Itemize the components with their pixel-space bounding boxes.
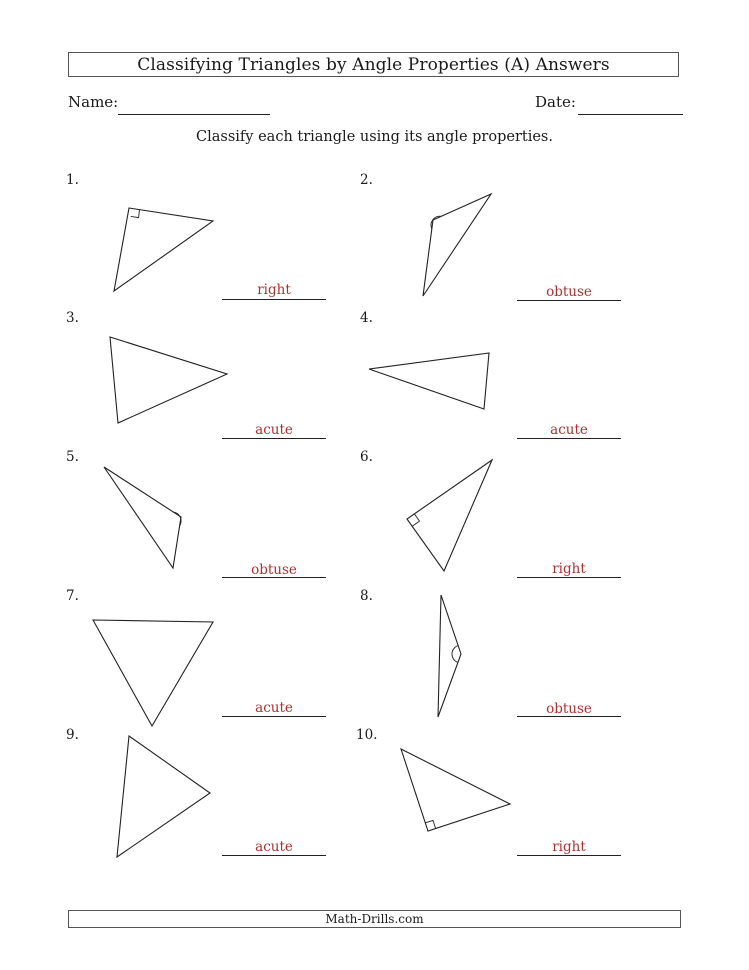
problem-number: 10. xyxy=(356,727,378,743)
problem-6 xyxy=(360,449,660,587)
triangle-shape xyxy=(93,620,213,726)
date-label: Date: xyxy=(535,93,576,111)
answer-line[interactable] xyxy=(222,855,326,856)
problem-3 xyxy=(66,310,366,448)
answer-text: right xyxy=(257,282,291,298)
answer-text: acute xyxy=(255,839,293,855)
answer-text: right xyxy=(552,561,586,577)
worksheet-title: Classifying Triangles by Angle Properties (A) Answers xyxy=(68,52,679,77)
right-angle-marker xyxy=(131,210,140,218)
footer-credit: Math-Drills.com xyxy=(68,910,681,928)
answer-line[interactable] xyxy=(222,577,326,578)
date-field-line[interactable] xyxy=(578,114,683,115)
problem-number: 8. xyxy=(360,588,373,604)
problem-10 xyxy=(356,727,656,865)
problem-5 xyxy=(66,449,366,587)
problem-number: 2. xyxy=(360,172,373,188)
right-angle-marker xyxy=(412,514,419,526)
answer-text: right xyxy=(552,839,586,855)
answer-line[interactable] xyxy=(222,716,326,717)
answer-line[interactable] xyxy=(517,577,621,578)
problem-number: 4. xyxy=(360,310,373,326)
problem-1 xyxy=(66,172,366,310)
triangle-shape xyxy=(401,749,510,831)
name-label: Name: xyxy=(68,93,119,111)
answer-text: obtuse xyxy=(546,284,592,300)
name-field-line[interactable] xyxy=(118,114,270,115)
problem-number: 9. xyxy=(66,727,79,743)
triangle-shape xyxy=(104,467,181,568)
problem-8 xyxy=(360,588,660,726)
answer-line[interactable] xyxy=(517,438,621,439)
answer-line[interactable] xyxy=(517,716,621,717)
obtuse-angle-arc xyxy=(452,646,458,663)
problem-4 xyxy=(360,310,660,448)
answer-text: acute xyxy=(255,422,293,438)
problem-number: 5. xyxy=(66,449,79,465)
problem-2 xyxy=(360,172,660,310)
answer-line[interactable] xyxy=(222,438,326,439)
answer-text: acute xyxy=(550,422,588,438)
problem-number: 7. xyxy=(66,588,79,604)
answer-text: obtuse xyxy=(546,701,592,717)
triangle-shape xyxy=(407,460,492,571)
problem-7 xyxy=(66,588,366,726)
problem-number: 1. xyxy=(66,172,79,188)
answer-line[interactable] xyxy=(222,299,326,300)
problem-9 xyxy=(66,727,366,865)
triangle-shape xyxy=(438,595,461,717)
instructions: Classify each triangle using its angle properties. xyxy=(196,129,553,145)
answer-text: obtuse xyxy=(251,562,297,578)
triangle-shape xyxy=(423,194,491,296)
triangle-shape xyxy=(114,208,213,291)
answer-line[interactable] xyxy=(517,855,621,856)
triangle-shape xyxy=(117,736,210,857)
answer-line[interactable] xyxy=(517,300,621,301)
triangle-shape xyxy=(110,337,227,423)
problem-number: 3. xyxy=(66,310,79,326)
problem-number: 6. xyxy=(360,449,373,465)
triangle-shape xyxy=(369,353,489,409)
answer-text: acute xyxy=(255,700,293,716)
